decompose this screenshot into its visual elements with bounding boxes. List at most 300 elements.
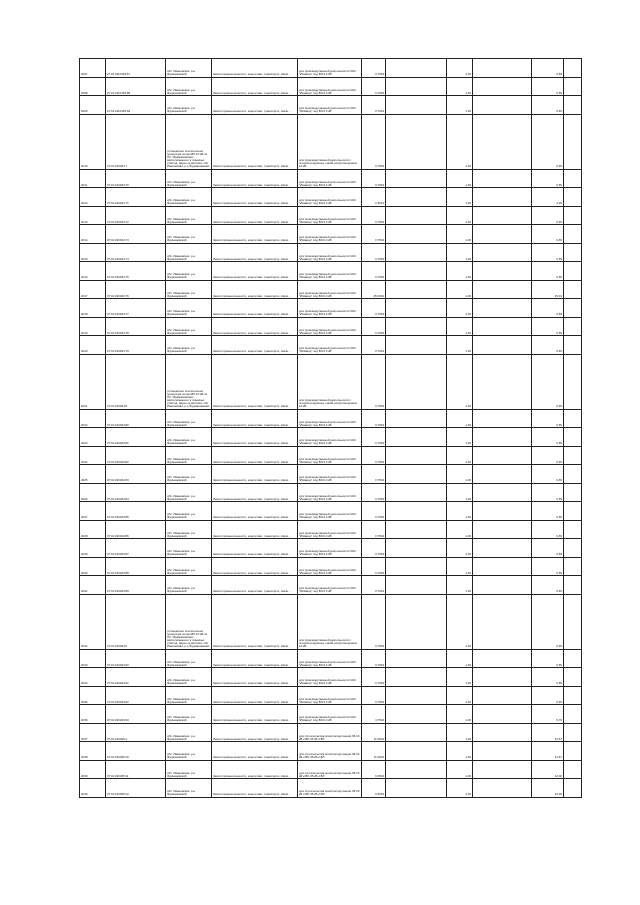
tax-amount-cell: 0,65 (532, 483, 564, 502)
address-cell: обл. Ивановская, р-н Фурмановский (166, 668, 212, 687)
cadastral-number-cell: 37:01:010464:80 (106, 409, 166, 428)
cadastral-number-cell: 37:01:010464:82 (106, 446, 166, 465)
empty-cell (386, 723, 447, 742)
table-row (80, 742, 582, 761)
empty-cell (564, 243, 582, 262)
land-category-cell: Земли промышленности, энергетики, транспорта, связи... (212, 686, 298, 705)
empty-cell (473, 520, 532, 539)
cadastral-number-cell: 37:01:010464:76 (106, 280, 166, 299)
table-row (80, 705, 582, 724)
empty-cell (473, 502, 532, 521)
area-cell: 0,7504 (362, 649, 386, 668)
permitted-use-cell: для производственной деятельности ОАО "Ивзавод" под ВЛ-0,4 кВ (298, 520, 362, 539)
address-cell: обл. Ивановская, р-н Фурмановский (166, 243, 212, 262)
table-row (80, 520, 582, 539)
land-category-cell: Земли промышленности, энергетики, транспорта, связи... (212, 299, 298, 318)
land-category-cell: Земли промышленности, энергетики, транспорта, связи... (212, 483, 298, 502)
row-number-cell: 2010 (80, 114, 106, 169)
empty-cell (564, 649, 582, 668)
cadastral-number-cell: 37:01:010464:78 (106, 317, 166, 336)
empty-cell (386, 77, 447, 96)
empty-cell (473, 742, 532, 761)
address-cell: установлено относительно ориентира опоры ВЛ-10 кВ по ПС "Фурмановская", расположенного в границах участка, адрес ориентира: обл. Ивановская, р-н Фурмановский (166, 354, 212, 409)
table-row (80, 779, 582, 798)
empty-cell (386, 649, 447, 668)
empty-cell (564, 594, 582, 649)
land-category-cell: Земли промышленности, энергетики, транспорта, связи... (212, 262, 298, 281)
address-cell: обл. Ивановская, р-н Фурмановский (166, 779, 212, 798)
empty-cell (386, 742, 447, 761)
land-category-cell: Земли промышленности, энергетики, транспорта, связи... (212, 59, 298, 78)
table-row (80, 96, 582, 115)
empty-cell (386, 59, 447, 78)
tax-rate-cell: 1,00 (447, 409, 473, 428)
area-cell: 0,7504 (362, 502, 386, 521)
empty-cell (564, 409, 582, 428)
tax-amount-cell: 13,57 (532, 723, 564, 742)
table-row (80, 77, 582, 96)
address-cell: обл. Ивановская, р-н Фурмановский (166, 188, 212, 207)
table-row (80, 169, 582, 188)
tax-rate-cell: 1,00 (447, 299, 473, 318)
address-cell: обл. Ивановская, р-н Фурмановский (166, 59, 212, 78)
table-row (80, 539, 582, 558)
address-cell: обл. Ивановская, р-н Фурмановский (166, 169, 212, 188)
cadastral-number-cell: 37:01:010464:81 (106, 428, 166, 447)
row-number-cell: 2035 (80, 686, 106, 705)
empty-cell (564, 262, 582, 281)
empty-cell (386, 428, 447, 447)
tax-amount-cell: 0,65 (532, 96, 564, 115)
cadastral-number-cell: 37:01:010464:70 (106, 169, 166, 188)
cadastral-number-cell: 37:01:010464:87 (106, 539, 166, 558)
empty-cell (473, 723, 532, 742)
permitted-use-cell: для производственной деятельности ОАО "Ивзавод" под ВЛ-0,4 кВ (298, 502, 362, 521)
tax-amount-cell: 0,65 (532, 539, 564, 558)
empty-cell (564, 760, 582, 779)
empty-cell (386, 354, 447, 409)
area-cell: 11,0004 (362, 723, 386, 742)
table-row (80, 188, 582, 207)
empty-cell (473, 705, 532, 724)
tax-amount-cell: 0,65 (532, 59, 564, 78)
empty-cell (386, 483, 447, 502)
row-number-cell: 2020 (80, 336, 106, 355)
land-category-cell: Земли промышленности, энергетики, транспорта, связи... (212, 169, 298, 188)
table-row (80, 409, 582, 428)
land-category-cell: Земли промышленности, энергетики, транспорта, связи... (212, 188, 298, 207)
tax-rate-cell: 1,00 (447, 169, 473, 188)
table-row (80, 354, 582, 409)
permitted-use-cell: для производственной деятельности ОАО "Ивзавод" под ВЛ-0,4 кВ (298, 446, 362, 465)
empty-cell (564, 465, 582, 484)
land-category-cell: Земли промышленности, энергетики, транспорта, связи... (212, 114, 298, 169)
land-category-cell: Земли промышленности, энергетики, транспорта, связи... (212, 446, 298, 465)
empty-cell (564, 502, 582, 521)
tax-rate-cell: 1,00 (447, 779, 473, 798)
tax-amount-cell: 0,65 (532, 77, 564, 96)
area-cell: 0,7504 (362, 465, 386, 484)
empty-cell (564, 317, 582, 336)
permitted-use-cell: для производственной деятельности ОАО "Ивзавод" под ВЛ-0,4 кВ (298, 576, 362, 595)
area-cell: 45,0004 (362, 280, 386, 299)
permitted-use-cell: для производственной деятельности ОАО "Ивзавод" под ВЛ-0,4 кВ (298, 77, 362, 96)
empty-cell (564, 225, 582, 244)
row-number-cell: 2016 (80, 262, 106, 281)
cadastral-number-cell: 27:01:0110464:67 (106, 59, 166, 78)
row-number-cell: 2028 (80, 520, 106, 539)
table-row (80, 723, 582, 742)
tax-amount-cell: 0,65 (532, 354, 564, 409)
tax-rate-cell: 1,00 (447, 354, 473, 409)
empty-cell (386, 465, 447, 484)
cadastral-number-cell: 37:01:010465:1 (106, 723, 166, 742)
empty-cell (386, 114, 447, 169)
land-category-cell: Земли промышленности, энергетики, транспорта, связи... (212, 520, 298, 539)
empty-cell (473, 668, 532, 687)
cadastral-number-cell: 37:01:010464:77 (106, 299, 166, 318)
tax-amount-cell: 12,00 (532, 779, 564, 798)
address-cell: обл. Ивановская, р-н Фурмановский (166, 742, 212, 761)
tax-amount-cell: 0,65 (532, 446, 564, 465)
address-cell: обл. Ивановская, р-н Фурмановский (166, 336, 212, 355)
table-row (80, 594, 582, 649)
empty-cell (386, 317, 447, 336)
row-number-cell: 2012 (80, 188, 106, 207)
row-number-cell: 2024 (80, 446, 106, 465)
land-category-cell: Земли промышленности, энергетики, транспорта, связи... (212, 465, 298, 484)
tax-rate-cell: 1,00 (447, 742, 473, 761)
empty-cell (386, 299, 447, 318)
tax-rate-cell: 1,00 (447, 576, 473, 595)
address-cell: обл. Ивановская, р-н Фурмановский (166, 539, 212, 558)
land-category-cell: Земли промышленности, энергетики, транспорта, связи... (212, 409, 298, 428)
empty-cell (386, 206, 447, 225)
land-category-cell: Земли промышленности, энергетики, транспорта, связи... (212, 354, 298, 409)
permitted-use-cell: для производственной деятельности ОАО "Ивзавод" под ВЛ-0,4 кВ (298, 188, 362, 207)
address-cell: обл. Ивановская, р-н Фурмановский (166, 649, 212, 668)
row-number-cell: 2038 (80, 742, 106, 761)
row-number-cell: 2022 (80, 409, 106, 428)
table-row (80, 465, 582, 484)
land-category-cell: Земли промышленности, энергетики, транспорта, связи... (212, 317, 298, 336)
area-cell: 0,7504 (362, 428, 386, 447)
permitted-use-cell: для производственной деятельности ОАО "Ивзавод" под ВЛ-0,4 кВ (298, 557, 362, 576)
empty-cell (386, 169, 447, 188)
area-cell: 0,7504 (362, 169, 386, 188)
address-cell: обл. Ивановская, р-н Фурмановский (166, 225, 212, 244)
address-cell: обл. Ивановская, р-н Фурмановский (166, 280, 212, 299)
permitted-use-cell: для производственной деятельности ОАО "Ивзавод" под ВЛ-0,4 кВ (298, 649, 362, 668)
area-cell: 0,7504 (362, 557, 386, 576)
tax-amount-cell: 0,65 (532, 243, 564, 262)
table-row (80, 483, 582, 502)
address-cell: обл. Ивановская, р-н Фурмановский (166, 206, 212, 225)
permitted-use-cell: для производственной деятельности ОАО "Ивзавод" под ВЛ-0,4 кВ (298, 96, 362, 115)
area-cell: 9,4504 (362, 760, 386, 779)
empty-cell (564, 723, 582, 742)
tax-rate-cell: 1,00 (447, 243, 473, 262)
empty-cell (473, 188, 532, 207)
area-cell: 4,7504 (362, 705, 386, 724)
address-cell: обл. Ивановская, р-н Фурмановский (166, 520, 212, 539)
permitted-use-cell: для производственной деятельности с опорой воздушных линий электропередачи 10 кВ (298, 354, 362, 409)
permitted-use-cell: для производственной деятельности ОАО "Ивзавод" под ВЛ-0,4 кВ (298, 225, 362, 244)
address-cell: обл. Ивановская, р-н Фурмановский (166, 262, 212, 281)
tax-amount-cell: 0,65 (532, 649, 564, 668)
empty-cell (473, 317, 532, 336)
empty-cell (564, 428, 582, 447)
empty-cell (473, 760, 532, 779)
area-cell: 0,7504 (362, 206, 386, 225)
empty-cell (386, 668, 447, 687)
row-number-cell: 2027 (80, 502, 106, 521)
row-number-cell: 2015 (80, 243, 106, 262)
empty-cell (473, 576, 532, 595)
area-cell: 2,5014 (362, 188, 386, 207)
land-category-cell: Земли промышленности, энергетики, транспорта, связи... (212, 705, 298, 724)
tax-amount-cell: 0,65 (532, 299, 564, 318)
empty-cell (473, 225, 532, 244)
tax-rate-cell: 1,00 (447, 649, 473, 668)
tax-amount-cell: 0,65 (532, 668, 564, 687)
empty-cell (386, 188, 447, 207)
empty-cell (386, 96, 447, 115)
empty-cell (386, 446, 447, 465)
address-cell: обл. Ивановская, р-н Фурмановский (166, 483, 212, 502)
permitted-use-cell: для строительства электроподстанции 35-10 кВ и ВЛ-35 кВ и ВЛ (298, 723, 362, 742)
empty-cell (564, 686, 582, 705)
tax-rate-cell: 1,00 (447, 317, 473, 336)
empty-cell (473, 594, 532, 649)
permitted-use-cell: для производственной деятельности ОАО "Ивзавод" под ВЛ-0,4 кВ (298, 280, 362, 299)
tax-rate-cell: 1,00 (447, 114, 473, 169)
cadastral-number-cell: 37:01:010464:90 (106, 649, 166, 668)
tax-rate-cell: 1,00 (447, 96, 473, 115)
area-cell: 0,7504 (362, 243, 386, 262)
row-number-cell: 2036 (80, 705, 106, 724)
empty-cell (473, 557, 532, 576)
empty-cell (564, 779, 582, 798)
tax-amount-cell: 0,65 (532, 409, 564, 428)
tax-amount-cell: 15,01 (532, 280, 564, 299)
area-cell: 0,7504 (362, 483, 386, 502)
empty-cell (386, 280, 447, 299)
tax-rate-cell: 1,00 (447, 465, 473, 484)
row-number-cell: 2018 (80, 299, 106, 318)
table-row (80, 114, 582, 169)
row-number-cell: 2019 (80, 317, 106, 336)
permitted-use-cell: для строительства электроподстанции 35-10 кВ и ВЛ-35 кВ и ВЛ (298, 779, 362, 798)
tax-rate-cell: 1,00 (447, 539, 473, 558)
land-category-cell: Земли промышленности, энергетики, транспорта, связи... (212, 557, 298, 576)
empty-cell (564, 77, 582, 96)
empty-cell (564, 446, 582, 465)
cadastral-number-cell: 37:01:010465:12 (106, 779, 166, 798)
tax-rate-cell: 1,00 (447, 686, 473, 705)
table-row (80, 649, 582, 668)
address-cell: обл. Ивановская, р-н Фурмановский (166, 428, 212, 447)
cadastral-number-cell: 37:01:010464:71 (106, 188, 166, 207)
empty-cell (564, 520, 582, 539)
empty-cell (564, 557, 582, 576)
empty-cell (473, 779, 532, 798)
row-number-cell: 2026 (80, 483, 106, 502)
tax-amount-cell: 0,65 (532, 317, 564, 336)
permitted-use-cell: для производственной деятельности ОАО "Ивзавод" под ВЛ-0,4 кВ (298, 668, 362, 687)
area-cell: 0,7504 (362, 668, 386, 687)
empty-cell (473, 465, 532, 484)
address-cell: обл. Ивановская, р-н Фурмановский (166, 409, 212, 428)
row-number-cell: 2037 (80, 723, 106, 742)
empty-cell (564, 169, 582, 188)
address-cell: обл. Ивановская, р-н Фурмановский (166, 446, 212, 465)
empty-cell (473, 686, 532, 705)
tax-rate-cell: 1,00 (447, 280, 473, 299)
area-cell: 0,7504 (362, 354, 386, 409)
empty-cell (473, 539, 532, 558)
area-cell: 0,7504 (362, 336, 386, 355)
tax-amount-cell: 0,65 (532, 428, 564, 447)
cadastral-number-cell: 37:01:010464:86 (106, 520, 166, 539)
table-row (80, 336, 582, 355)
tax-amount-cell: 13,57 (532, 742, 564, 761)
cadastral-number-cell: 37:01:010464:88 (106, 557, 166, 576)
tax-amount-cell: 0,65 (532, 576, 564, 595)
permitted-use-cell: для производственной деятельности ОАО "Ивзавод" под ВЛ-0,4 кВ (298, 686, 362, 705)
cadastral-number-cell: 37:01:010464:83 (106, 465, 166, 484)
tax-rate-cell: 1,00 (447, 428, 473, 447)
tax-rate-cell: 1,00 (447, 705, 473, 724)
address-cell: обл. Ивановская, р-н Фурмановский (166, 317, 212, 336)
empty-cell (564, 299, 582, 318)
tax-rate-cell: 1,00 (447, 59, 473, 78)
empty-cell (386, 539, 447, 558)
cadastral-number-cell: 27:01:0110464:68 (106, 77, 166, 96)
table-row (80, 446, 582, 465)
empty-cell (564, 188, 582, 207)
land-category-cell: Земли промышленности, энергетики, транспорта, связи... (212, 77, 298, 96)
permitted-use-cell: для производственной деятельности ОАО "Ивзавод" под ВЛ-0,4 кВ (298, 336, 362, 355)
cadastral-number-cell: 37:01:010464:7 (106, 114, 166, 169)
land-category-cell: Земли промышленности, энергетики, транспорта, связи... (212, 96, 298, 115)
empty-cell (564, 206, 582, 225)
tax-rate-cell: 1,00 (447, 502, 473, 521)
area-cell: 0,7504 (362, 114, 386, 169)
cadastral-number-cell: 37:01:010464:93 (106, 705, 166, 724)
empty-cell (386, 760, 447, 779)
area-cell: 0,7504 (362, 409, 386, 428)
table-row (80, 686, 582, 705)
tax-rate-cell: 1,00 (447, 594, 473, 649)
parcel-table (79, 58, 582, 798)
row-number-cell: 2013 (80, 206, 106, 225)
permitted-use-cell: для производственной деятельности ОАО "Ивзавод" под ВЛ-0,4 кВ (298, 428, 362, 447)
empty-cell (564, 336, 582, 355)
tax-amount-cell: 0,65 (532, 557, 564, 576)
tax-rate-cell: 1,00 (447, 723, 473, 742)
row-number-cell: 2031 (80, 576, 106, 595)
empty-cell (473, 77, 532, 96)
row-number-cell: 2025 (80, 465, 106, 484)
row-number-cell: 2029 (80, 539, 106, 558)
cadastral-number-cell: 37:01:010464:74 (106, 243, 166, 262)
tax-amount-cell: 0,65 (532, 502, 564, 521)
permitted-use-cell: для производственной деятельности ОАО "Ивзавод" под ВЛ-0,4 кВ (298, 59, 362, 78)
table-row (80, 225, 582, 244)
cadastral-number-cell: 37:01:010465:11 (106, 760, 166, 779)
land-category-cell: Земли промышленности, энергетики, транспорта, связи... (212, 779, 298, 798)
tax-rate-cell: 1,00 (447, 483, 473, 502)
land-category-cell: Земли промышленности, энергетики, транспорта, связи... (212, 225, 298, 244)
cadastral-number-cell: 37:01:010464:92 (106, 686, 166, 705)
empty-cell (386, 686, 447, 705)
address-cell: установлено относительно ориентира опоры ВЛ-10 кВ по ПС "Фурмановская", расположенного в границах участка, адрес ориентира: обл. Ивановская, р-н Фурмановский (166, 114, 212, 169)
cadastral-number-cell: 37:01:010464:73 (106, 225, 166, 244)
empty-cell (386, 409, 447, 428)
empty-cell (564, 668, 582, 687)
land-category-cell: Земли промышленности, энергетики, транспорта, связи... (212, 668, 298, 687)
empty-cell (564, 576, 582, 595)
table-row (80, 59, 582, 78)
table-row (80, 502, 582, 521)
tax-amount-cell: 0,65 (532, 686, 564, 705)
row-number-cell: 2034 (80, 668, 106, 687)
tax-amount-cell: 0,65 (532, 594, 564, 649)
empty-cell (473, 169, 532, 188)
empty-cell (473, 409, 532, 428)
address-cell: обл. Ивановская, р-н Фурмановский (166, 557, 212, 576)
tax-amount-cell: 0,65 (532, 114, 564, 169)
table-row (80, 428, 582, 447)
tax-rate-cell: 1,00 (447, 262, 473, 281)
cadastral-number-cell: 27:01:0110464:69 (106, 96, 166, 115)
empty-cell (473, 243, 532, 262)
tax-rate-cell: 1,00 (447, 77, 473, 96)
permitted-use-cell: для производственной деятельности ОАО "Ивзавод" под ВЛ-0,4 кВ (298, 539, 362, 558)
empty-cell (473, 262, 532, 281)
row-number-cell: 2030 (80, 557, 106, 576)
permitted-use-cell: для производственной деятельности ОАО "Ивзавод" под ВЛ-0,4 кВ (298, 705, 362, 724)
tax-amount-cell: 0,65 (532, 465, 564, 484)
permitted-use-cell: для производственной деятельности ОАО "Ивзавод" под ВЛ-0,4 кВ (298, 409, 362, 428)
table-row (80, 576, 582, 595)
tax-rate-cell: 1,00 (447, 520, 473, 539)
empty-cell (473, 649, 532, 668)
empty-cell (386, 225, 447, 244)
table-row (80, 206, 582, 225)
permitted-use-cell: для производственной деятельности с опорой воздушных линий электропередачи 10 кВ (298, 594, 362, 649)
permitted-use-cell: для производственной деятельности ОАО "Ивзавод" под ВЛ-0,4 кВ (298, 483, 362, 502)
area-cell: 0,7504 (362, 686, 386, 705)
tax-rate-cell: 1,00 (447, 188, 473, 207)
area-cell: 0,7504 (362, 539, 386, 558)
empty-cell (564, 705, 582, 724)
row-number-cell: 2040 (80, 779, 106, 798)
land-category-cell: Земли промышленности, энергетики, транспорта, связи... (212, 206, 298, 225)
tax-amount-cell: 0,65 (532, 225, 564, 244)
empty-cell (564, 483, 582, 502)
area-cell: 0,7504 (362, 262, 386, 281)
cadastral-number-cell: 37:01:010464:9 (106, 594, 166, 649)
cadastral-number-cell: 37:01:010464:84 (106, 483, 166, 502)
table-row (80, 299, 582, 318)
table-row (80, 557, 582, 576)
permitted-use-cell: для строительства электроподстанции 35-10 кВ и ВЛ-35 кВ и ВЛ (298, 760, 362, 779)
area-cell: 0,7504 (362, 317, 386, 336)
row-number-cell: 2039 (80, 760, 106, 779)
cadastral-number-cell: 37:01:010465:10 (106, 742, 166, 761)
